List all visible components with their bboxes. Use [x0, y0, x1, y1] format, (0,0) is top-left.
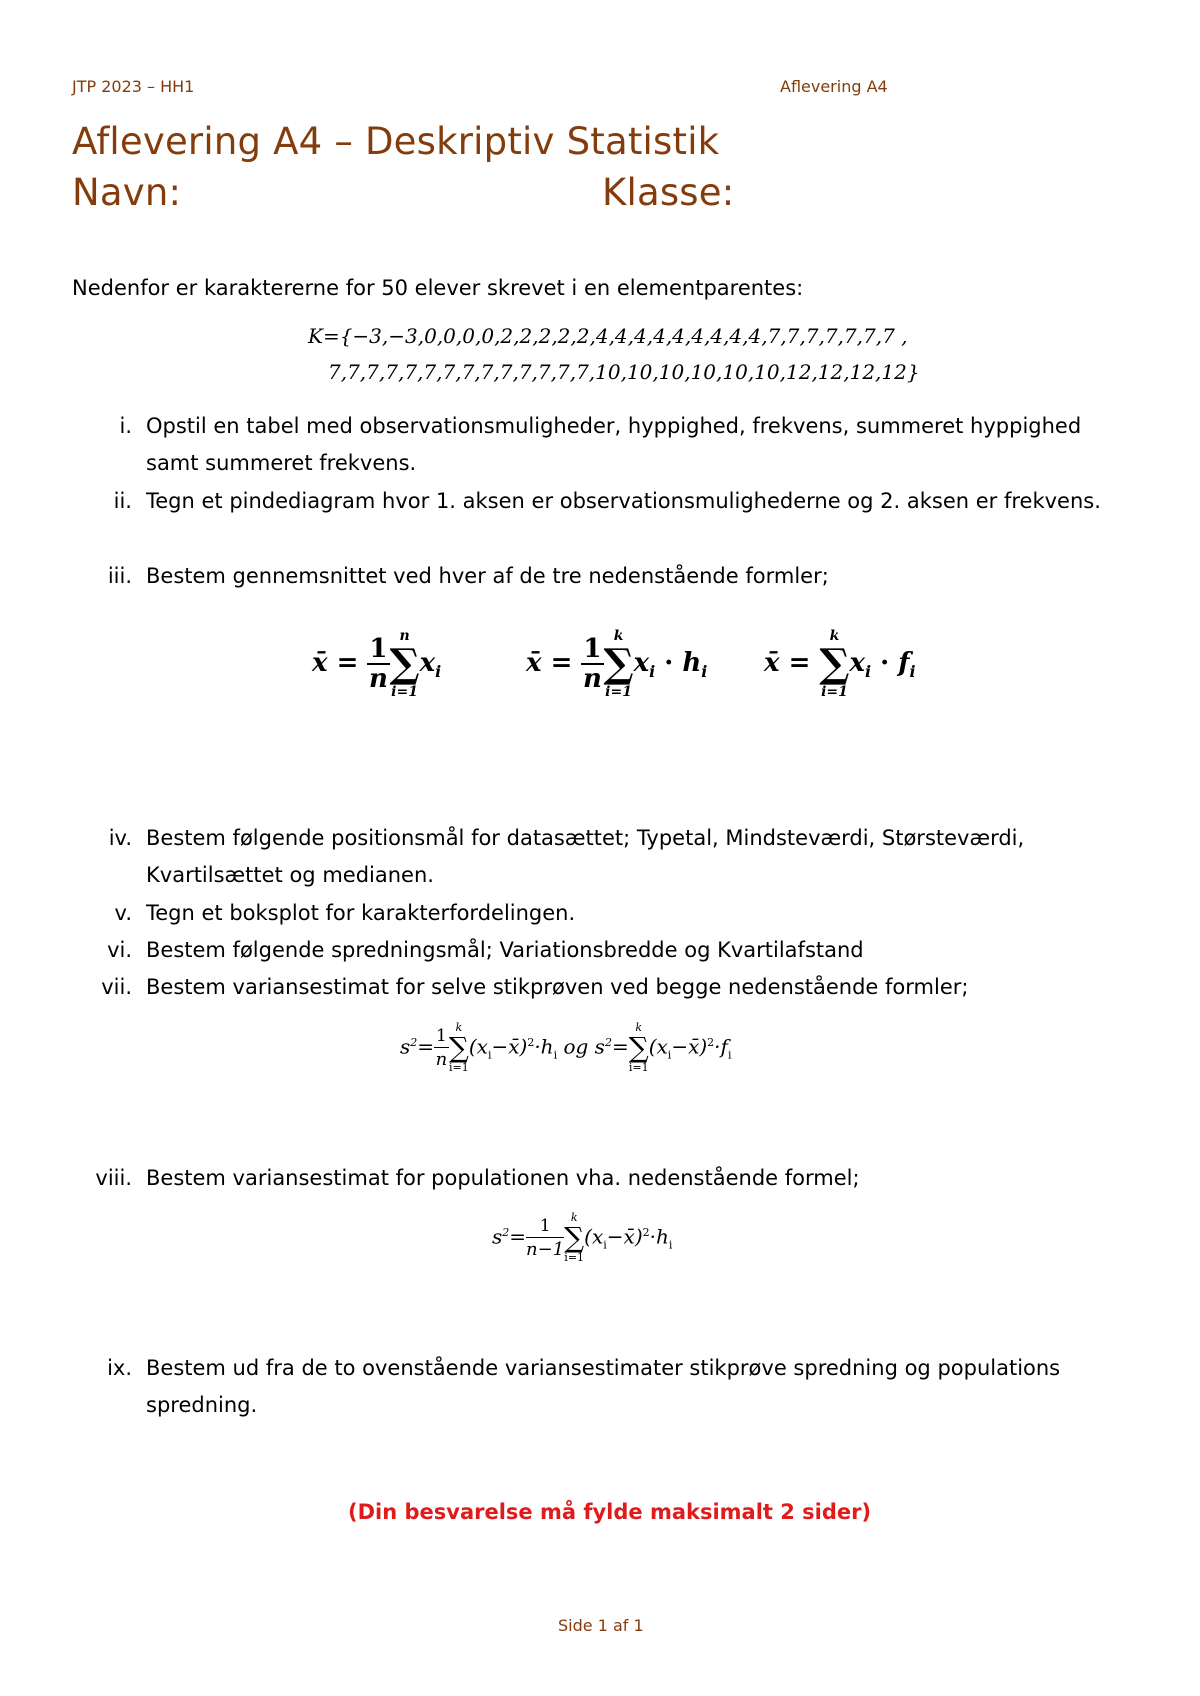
intro-text: Nedenfor er karaktererne for 50 elever skrevet i en elementparentes: [72, 276, 804, 300]
task-number: iii. [107, 564, 132, 588]
class-label: Klasse: [602, 171, 735, 214]
task-text: Tegn et pindediagram hvor 1. aksen er observationsmulighederne og 2. aksen er frekvens. [146, 489, 1101, 513]
page-footer: Side 1 af 1 [558, 1616, 644, 1635]
task-number: ix. [107, 1356, 132, 1380]
sample-variance-formula: $s^2=$ $\frac{1}{n}$ k ∑ i=1 $(x_i-x̄)^2\cdot h_i$ og $s^2=$ k ∑ i=1 $(x_i-x̄)^2\cdot f_i$ [400, 1021, 732, 1074]
name-label: Navn: [72, 171, 182, 214]
mean-formula-1: x̄ = $\frac{1}{n}$ n ∑ i=1 $x_i$ [312, 628, 442, 700]
task-number: viii. [95, 1166, 132, 1190]
task-number: v. [114, 901, 132, 925]
task-number: vi. [107, 938, 132, 962]
task-text: Tegn et boksplot for karakterfordelingen. [146, 901, 576, 925]
task-text: Bestem følgende positionsmål for datasættet; Typetal, Mindsteværdi, Størsteværdi, Kvartilsættet og medianen. [146, 826, 1025, 887]
population-variance-formula: $s^2=$ $\frac{1}{n-1}$ k ∑ i=1 $(x_i-x̄)^2\cdot h_i$ [492, 1211, 673, 1264]
task-text: Bestem gennemsnittet ved hver af de tre nedenstående formler; [146, 564, 829, 588]
grade-set-line-2: 7,7,7,7,7,7,7,7,7,7,7,7,7,7,10,10,10,10,10,10,12,12,12,12} [328, 360, 920, 384]
mean-formula-3: x̄ = k ∑ i=1 $x_i \cdot f_i$ [764, 628, 916, 700]
task-text: Bestem ud fra de to ovenstående variansestimater stikprøve spredning og populations spredning. [146, 1356, 1061, 1417]
header-right: Aflevering A4 [780, 77, 888, 96]
task-text: Bestem variansestimat for populationen vha. nedenstående formel; [146, 1166, 860, 1190]
task-text: Bestem følgende spredningsmål; Variationsbredde og Kvartilafstand [146, 938, 864, 962]
grade-set-line-1: K={−3,−3,0,0,0,0,2,2,2,2,2,4,4,4,4,4,4,4,4,4,7,7,7,7,7,7,7 , [308, 324, 908, 348]
task-number: iv. [108, 826, 132, 850]
task-number: vii. [101, 975, 132, 999]
header-left: JTP 2023 – HH1 [72, 77, 195, 96]
task-number: i. [119, 414, 132, 438]
task-text: Bestem variansestimat for selve stikprøven ved begge nedenstående formler; [146, 975, 969, 999]
mean-formula-2: x̄ = $\frac{1}{n}$ k ∑ i=1 $x_i \cdot h_i$ [526, 628, 708, 700]
page-title: Aflevering A4 – Deskriptiv Statistik [72, 120, 720, 163]
task-text: Opstil en tabel med observationsmuligheder, hyppighed, frekvens, summeret hyppighed samt summeret frekvens. [146, 414, 1082, 475]
task-number: ii. [113, 489, 132, 513]
page-limit-note: (Din besvarelse må fylde maksimalt 2 sider) [348, 1500, 872, 1524]
